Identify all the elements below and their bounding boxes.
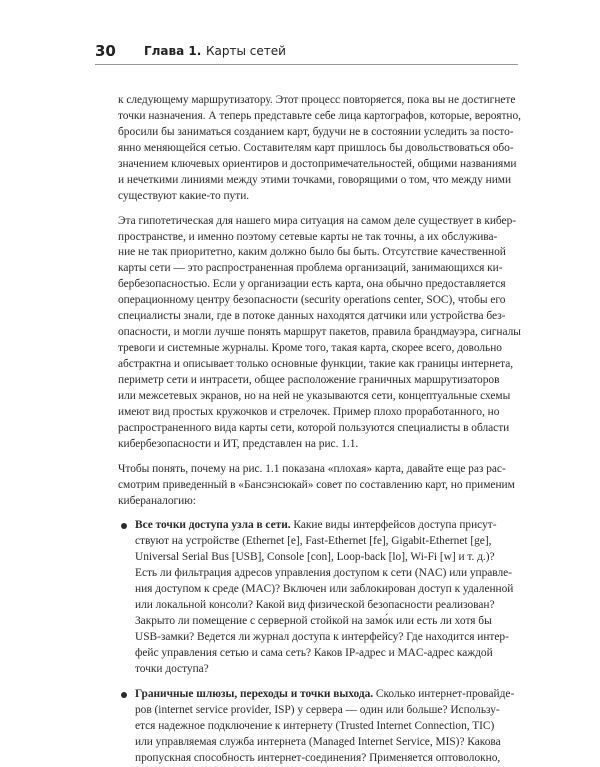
text-line: или управляемая служба интернета (Managed Internet Service, MIS)? Какова bbox=[135, 735, 501, 748]
text-line: смотрим приведенный в «Бансэнсюкай» совет по составлению карт, но применим bbox=[118, 478, 515, 491]
text-line: Закрыто ли помещение с серверной стойкой на замо́к или есть ли хотя бы bbox=[135, 615, 492, 628]
paragraph-spacer bbox=[135, 678, 516, 687]
text-line: Эта гипотетическая для нашего мира ситуация на самом деле существует в кибер- bbox=[118, 214, 517, 227]
bullet-icon bbox=[121, 523, 127, 529]
text-line: кибераналогию: bbox=[118, 494, 196, 507]
running-header bbox=[95, 42, 518, 64]
text-line: Universal Serial Bus [USB], Console [con], Loop-back [lo], Wi-Fi [w] и т. д.)? bbox=[135, 551, 495, 564]
paragraph-1 bbox=[118, 93, 521, 205]
text-line bbox=[135, 518, 516, 534]
text-line: фейс управления сетью и сама сеть? Каков IP-адрес и MAC-адрес каждой bbox=[135, 646, 493, 659]
bullet-text: Сколько интернет-провайде- bbox=[373, 687, 515, 700]
text-line: абстрактна и описывает только основные функции, такие как границы интернета, bbox=[118, 358, 514, 370]
text-line: распространенного вида карты сети, которой пользуются специалисты в области bbox=[118, 421, 510, 434]
text-line: или межсетевых экранов, но на ней не указываются сети, концептуальные схемы bbox=[118, 389, 511, 402]
text-line: специалисты знали, где в потоке данных находятся датчики или устройства без- bbox=[118, 310, 506, 323]
bullet-text: Какие виды интерфейсов доступа присут- bbox=[290, 519, 497, 532]
bullet-lead: Граничные шлюзы, переходы и точки выхода. bbox=[135, 687, 374, 700]
text-line: точки назначения. А теперь представьте себе лица картографов, которые, вероятно, bbox=[118, 109, 521, 122]
text-line: существуют какие-то пути. bbox=[118, 189, 250, 202]
body-text bbox=[118, 93, 521, 767]
text-line: имеют вид простых кружочков и стрелочек. Пример плохо проработанного, но bbox=[118, 405, 500, 418]
text-line: периметр сети и интрасети, общее расположение граничных маршрутизаторов bbox=[118, 373, 500, 386]
text-line: Есть ли фильтрация адресов управления доступом к сети (NAC) или управле- bbox=[135, 567, 512, 580]
paragraph-3 bbox=[118, 462, 516, 510]
text-line: пространстве, и именно поэтому сетевые карты не так точны, а их обслужива- bbox=[118, 230, 498, 243]
text-line: пропускная способность интернет-соединения? Применяется оптоволокно, bbox=[135, 751, 501, 764]
text-line: ров (internet service provider, ISP) у сервера — один или больше? Использу- bbox=[135, 703, 500, 716]
text-line: карты сети — это распространенная проблема организаций, занимающихся ки- bbox=[118, 262, 503, 275]
text-line: ствуют на устройстве (Ethernet [e], Fast-Ethernet [fe], Gigabit-Ethernet [ge], bbox=[135, 535, 492, 548]
paragraph-spacer bbox=[118, 453, 516, 462]
text-line: точки доступа? bbox=[135, 662, 209, 675]
list-item bbox=[135, 687, 516, 767]
text-line: опасности, и могли лучше понять маршрут пакетов, правила брандмауэра, сигналы bbox=[118, 326, 521, 339]
text-line: и нечеткими линиями между этими точками, говорящими о том, что между ними bbox=[118, 173, 512, 186]
text-line: к следующему маршрутизатору. Этот процесс повторяется, пока вы не достигнете bbox=[118, 94, 516, 106]
text-line: операционному центру безопасности (security operations center, SOC), чтобы его bbox=[118, 294, 506, 307]
paragraph-spacer bbox=[118, 205, 516, 214]
text-line: ется надежное подключение к интернету (Trusted Internet Connection, TIC) bbox=[135, 719, 495, 732]
text-line: USB-замки? Ведется ли журнал доступа к интерфейсу? Где находится интер- bbox=[135, 631, 509, 643]
page-number: 30 bbox=[95, 42, 116, 60]
text-line: значением ключевых ориентиров и достопримечательностей, общими названиями bbox=[118, 157, 517, 170]
text-line: бросили бы заниматься созданием карт, будучи не в состоянии уследить за посто- bbox=[118, 125, 514, 138]
text-line: бербезопасностью. Если у организации есть карта, она обычно предоставляется bbox=[118, 278, 506, 291]
text-line: кибербезопасности и ИТ, представлен на рис. 1.1. bbox=[118, 437, 359, 450]
text-line: или локальной консоли? Какой вид физической безопасности реализован? bbox=[135, 599, 495, 612]
text-line: Чтобы понять, почему на рис. 1.1 показана «плохая» карта, давайте еще раз рас- bbox=[118, 462, 506, 475]
chapter-label: Глава 1. bbox=[144, 44, 202, 58]
chapter-title: Карты сетей bbox=[206, 44, 286, 58]
paragraph-spacer bbox=[118, 509, 516, 518]
text-line: ние не так приоритетно, каким должно было бы быть. Отсутствие качественной bbox=[118, 246, 506, 259]
text-line: ния доступом к среде (MAC)? Включен или заблокирован доступ к удаленной bbox=[135, 583, 514, 596]
bullet-list bbox=[118, 518, 516, 766]
bullet-icon bbox=[121, 692, 127, 698]
list-item bbox=[135, 518, 516, 677]
header-divider bbox=[95, 64, 518, 65]
bullet-lead: Все точки доступа узла в сети. bbox=[135, 519, 291, 532]
text-line: тревоги и системные журналы. Кроме того, такая карта, скорее всего, довольно bbox=[118, 342, 502, 355]
text-line bbox=[135, 687, 516, 703]
paragraph-2 bbox=[118, 214, 521, 453]
text-line: янно меняющейся сетью. Составителям карт пришлось бы довольствоваться обо- bbox=[118, 141, 514, 154]
